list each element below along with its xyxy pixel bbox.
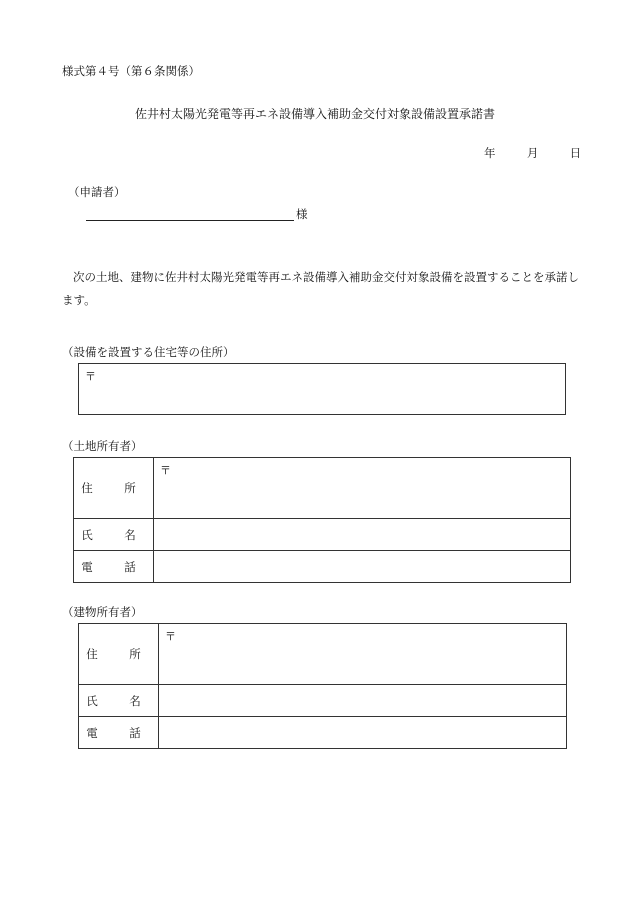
form-number: 様式第４号（第６条関係） (62, 64, 200, 78)
building-owner-name-header: 氏 名 (79, 685, 159, 717)
building-owner-label: （建物所有者） (62, 605, 143, 619)
postal-mark: 〒 (160, 464, 171, 477)
date-line (484, 148, 581, 160)
document-title: 佐井村太陽光発電等再エネ設備導入補助金交付対象設備設置承諾書 (134, 107, 495, 121)
land-owner-address-field[interactable] (154, 458, 571, 519)
building-owner-table (78, 623, 567, 749)
land-owner-table (73, 457, 571, 583)
land-owner-phone-field[interactable] (154, 551, 571, 583)
land-owner-phone-header: 電 話 (74, 551, 154, 583)
install-address-label: （設備を設置する住宅等の住所） (62, 345, 235, 359)
postal-mark: 〒 (85, 370, 96, 383)
date-day-label: 日 (569, 146, 582, 160)
date-month-label: 月 (526, 146, 539, 160)
applicant-label: （申請者） (68, 185, 126, 199)
land-owner-name-header: 氏 名 (74, 519, 154, 551)
building-owner-phone-header: 電 話 (79, 717, 159, 749)
install-address-box[interactable] (78, 363, 566, 415)
date-year-label: 年 (484, 146, 496, 160)
applicant-name-line (86, 220, 294, 221)
land-owner-address-header: 住 所 (74, 458, 154, 519)
applicant-honorific: 様 (296, 207, 308, 221)
building-owner-address-field[interactable] (159, 624, 567, 685)
land-owner-label: （土地所有者） (62, 439, 143, 453)
building-owner-address-header: 住 所 (79, 624, 159, 685)
building-owner-name-field[interactable] (159, 685, 567, 717)
building-owner-phone-field[interactable] (159, 717, 567, 749)
consent-statement: 次の土地、建物に佐井村太陽光発電等再エネ設備導入補助金交付対象設備を設置することを承諾します。 (62, 270, 579, 307)
postal-mark: 〒 (165, 630, 176, 643)
land-owner-name-field[interactable] (154, 519, 571, 551)
